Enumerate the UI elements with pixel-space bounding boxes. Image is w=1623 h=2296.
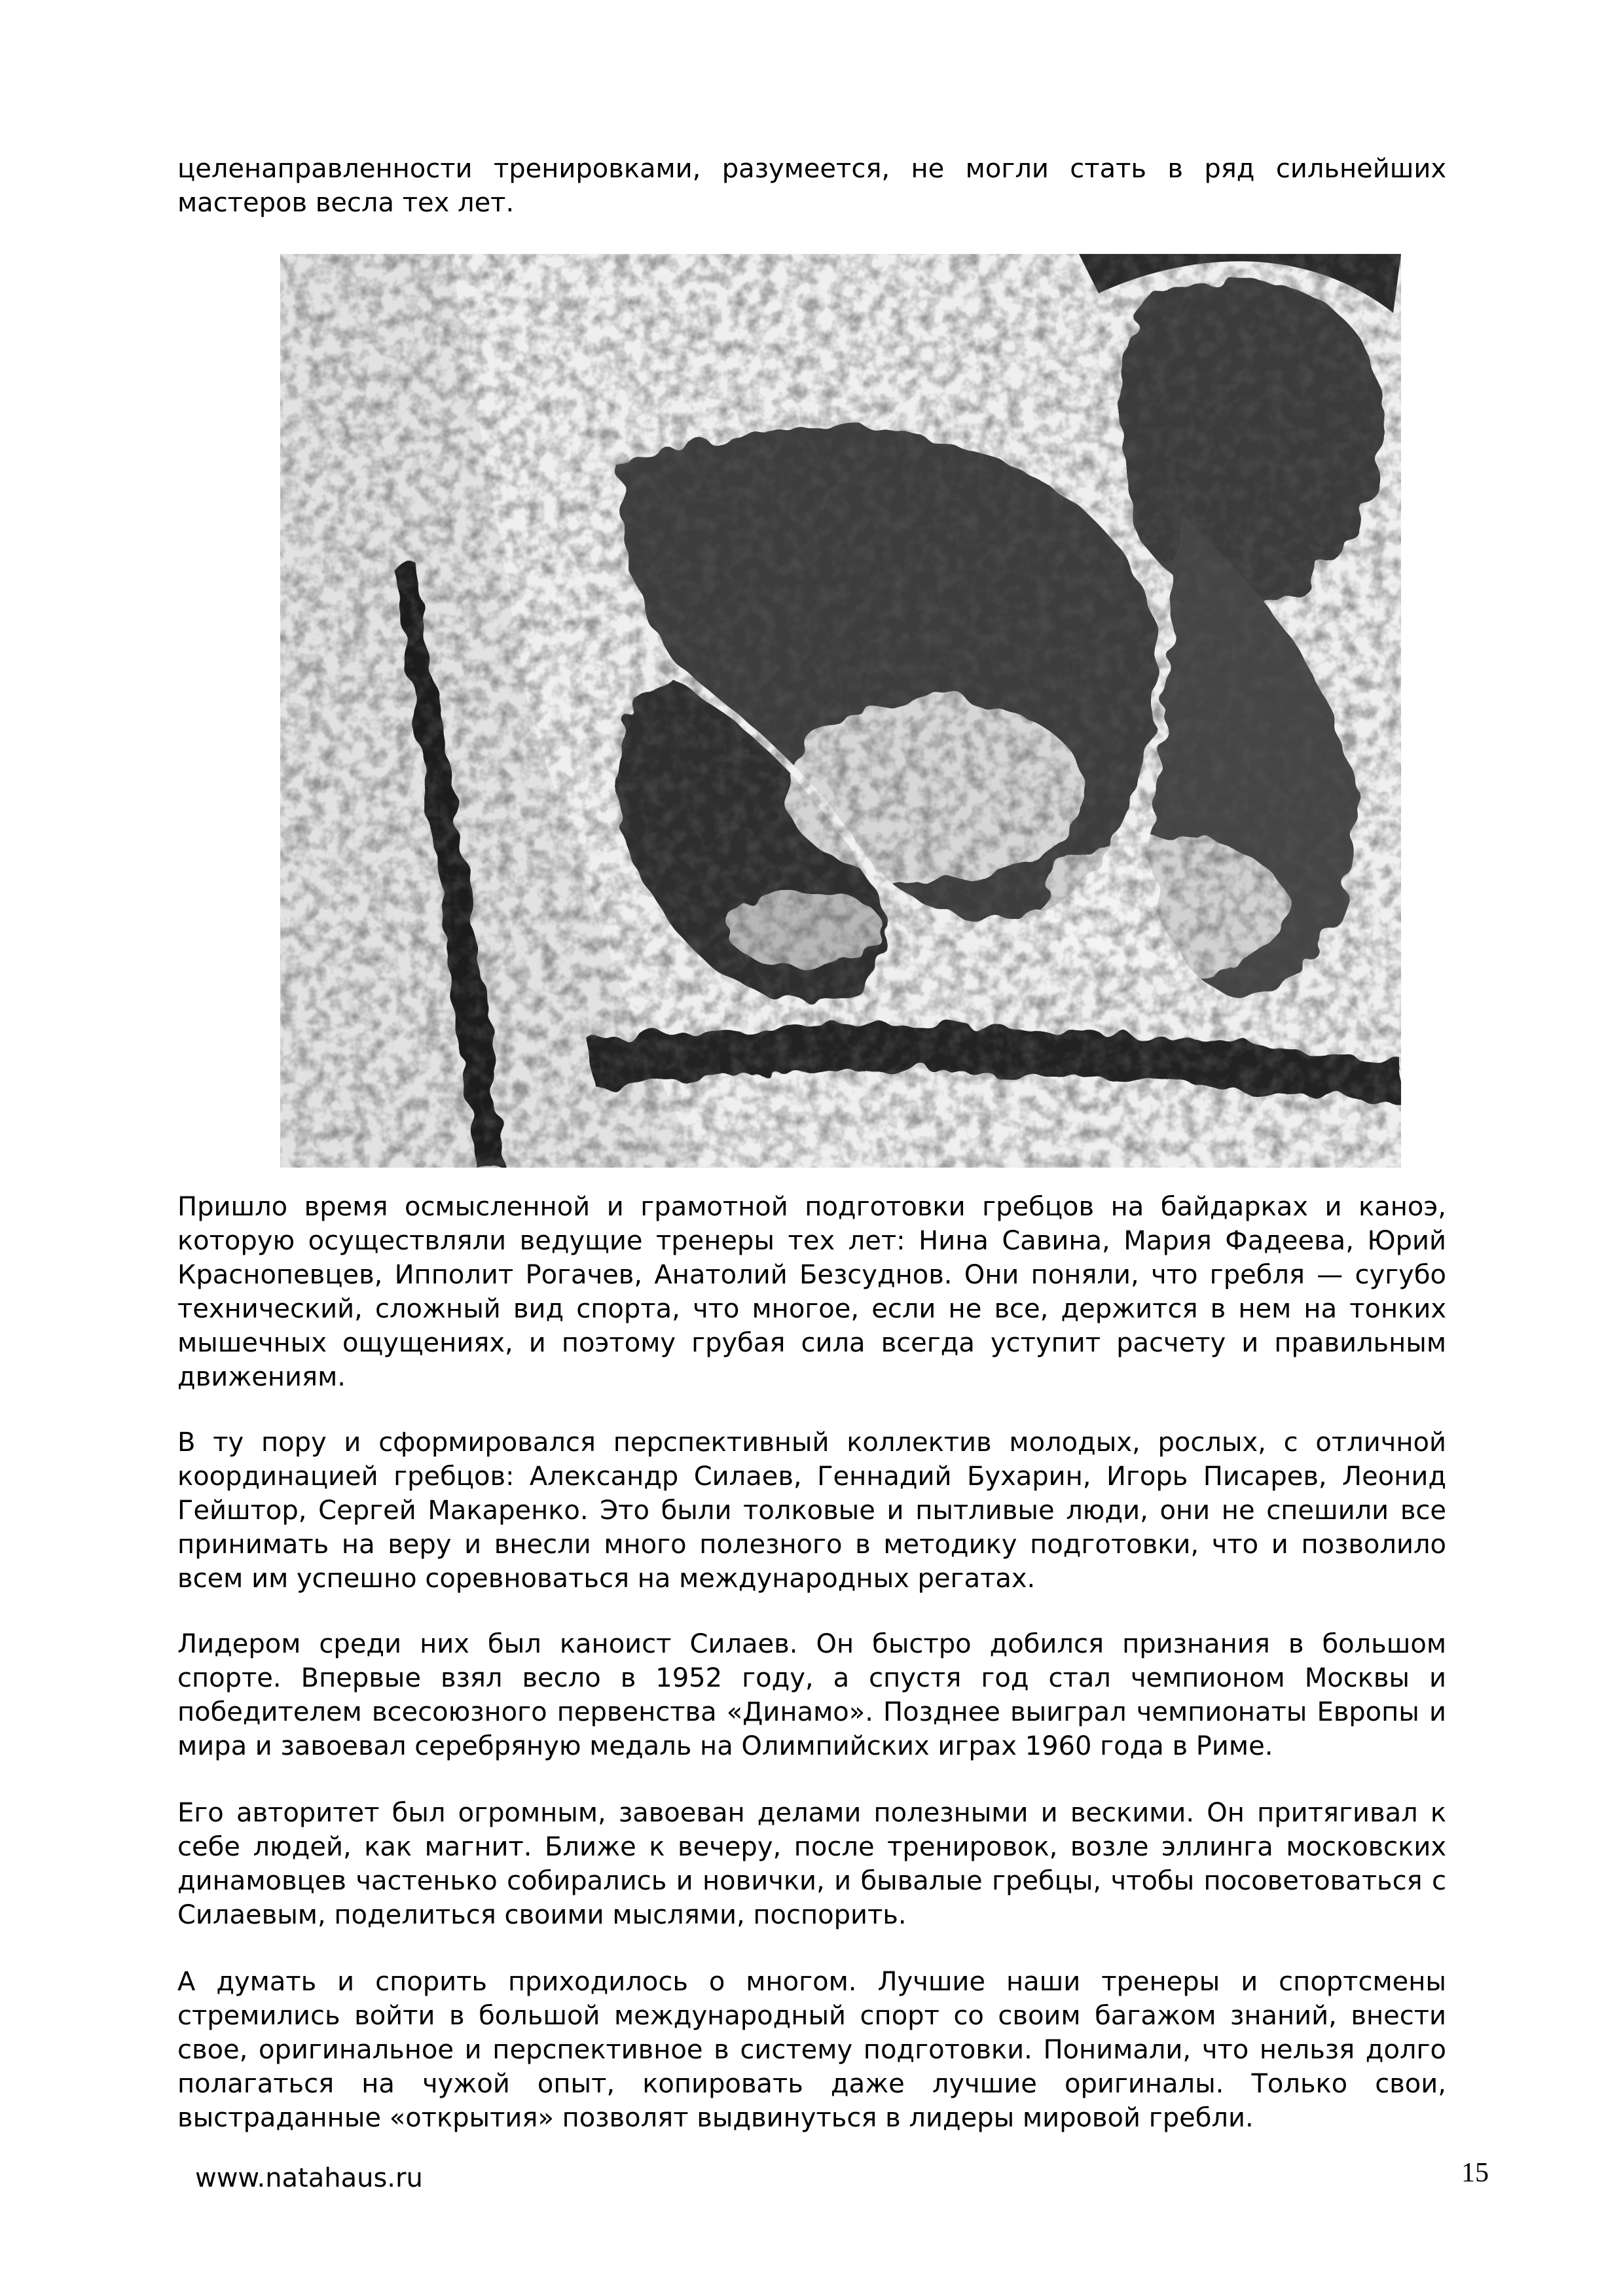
paragraph-2: В ту пору и сформировался перспективный коллектив молодых, рослых, с отличной координацией гребцов: Александр Силаев, Геннадий Бухарин, Игорь Писарев, Леонид Гейштор, Сергей Макаренко. Это были толковые и пытливые люди, они не спешили все принимать на веру и внесли много полезного в методику подготовки, что и позволило всем им успешно соревноваться на международных регатах. <box>177 1427 1446 1594</box>
rowing-photo <box>280 254 1401 1168</box>
page-number: 15 <box>1461 2158 1489 2188</box>
paragraph-1: Пришло время осмысленной и грамотной подготовки гребцов на байдарках и каноэ, которую осуществляли ведущие тренеры тех лет: Нина Савина, Мария Фадеева, Юрий Краснопевцев, Ипполит Рогачев, Анатолий Безсуднов. Они поняли, что гребля — сугубо технический, сложный вид спорта, что многое, если не все, держится в нем на тонких мышечных ощущениях, и поэтому грубая сила всегда уступит расчету и правильным движениям. <box>177 1192 1446 1392</box>
paragraph-3: Лидером среди них был каноист Силаев. Он быстро добился признания в большом спорте. Впервые взял весло в 1952 году, а спустя год стал чемпионом Москвы и победителем всесоюзного первенства «Динамо». Позднее выиграл чемпионаты Европы и мира и завоевал серебряную медаль на Олимпийских играх 1960 года в Риме. <box>177 1629 1446 1761</box>
paragraph-5: А думать и спорить приходилось о многом. Лучшие наши тренеры и спортсмены стремились войти в большой международный спорт со своим багажом знаний, внести свое, оригинальное и перспективное в систему подготовки. Понимали, что нельзя долго полагаться на чужой опыт, копировать даже лучшие оригиналы. Только свои, выстраданные «открытия» позволят выдвинуться в лидеры мировой гребли. <box>177 1967 1446 2133</box>
intro-paragraph: целенаправленности тренировками, разумеется, не могли стать в ряд сильнейших мастеров весла тех лет. <box>177 154 1446 218</box>
footer-url-link[interactable]: www.natahaus.ru <box>195 2163 423 2193</box>
paragraph-4: Его авторитет был огромным, завоеван делами полезными и вескими. Он притягивал к себе людей, как магнит. Ближе к вечеру, после тренировок, возле эллинга московских динамовцев частенько собирались и новички, и бывалые гребцы, чтобы посоветоваться с Силаевым, поделиться своими мыслями, поспорить. <box>177 1798 1446 1930</box>
